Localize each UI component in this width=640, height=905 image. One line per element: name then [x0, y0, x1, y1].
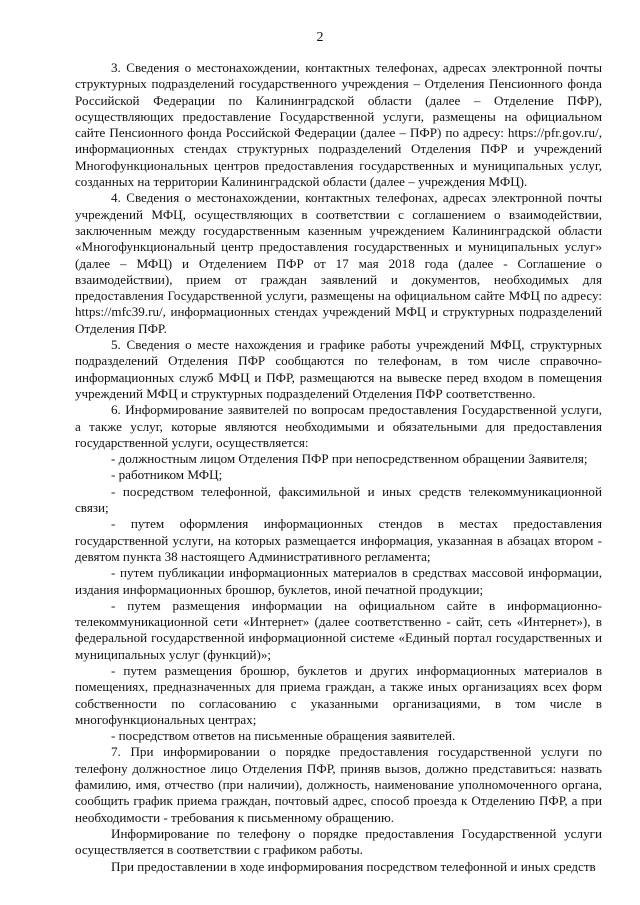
page-number: 2: [316, 30, 324, 45]
paragraph-truncated: При предоставлении в ходе информирования посредством телефонной и иных средств: [111, 858, 596, 874]
paragraph-7: 7. При информировании о порядке предоставления государственной услуги по телефону должностное лицо Отделения ПФР, приняв вызов, должно представиться: назвать фамилию, имя, отчество (при наличии), должность, наименование уполномоченного органа, сообщить график приема граждан, почтовый адрес, способ проезда к Отделению ПФР, а при необходимости - требования к письменному обращению.: [75, 744, 602, 825]
document-body: [75, 60, 602, 875]
list-item-media: - путем публикации информационных материалов в средствах массовой информации, издания информационных брошюр, буклетов, иной печатной продукции;: [75, 565, 602, 597]
list-item-internet: - путем размещения информации на официальном сайте в информационно-телекоммуникационной сети «Интернет» (далее соответственно - сайт, сеть «Интернет»), в федеральной государственной информационной системе «Единый портал государственных и муниципальных услуг (функций)»;: [75, 597, 602, 662]
list-item-stands: - путем оформления информационных стендов в местах предоставления государственной услуги, на которых размещается информация, указанная в абзацах втором - девятом пункта 38 настоящего Административного регламента;: [75, 516, 602, 564]
list-item-telecom: - посредством телефонной, факсимильной и иных средств телекоммуникационной связи;: [75, 483, 602, 516]
list-item-official: - должностным лицом Отделения ПФР при непосредственном обращении Заявителя;: [111, 451, 588, 467]
paragraph-phone-schedule: Информирование по телефону о порядке предоставления Государственной услуги осуществляется в соответствии с графиком работы.: [75, 825, 602, 858]
list-item-written-replies: - посредством ответов на письменные обращения заявителей.: [111, 728, 456, 744]
paragraph-4: 4. Сведения о местонахождении, контактных телефонах, адресах электронной почты учреждений МФЦ, осуществляющих в соответствии с соглашением о взаимодействии, заключенным между государственным казенным учреждением Калининградской области «Многофункциональный центр предоставления государственных и муниципальных услуг» (далее – МФЦ) и Отделением ПФР от 17 мая 2018 года (далее - Соглашение о взаимодействии), прием от граждан заявлений и документов, необходимых для предоставления Государственной услуги, размещены на официальном сайте МФЦ по адресу: https://mfc39.ru/, информационных стендах учреждений МФЦ и структурных подразделений Отделения ПФР.: [75, 190, 602, 336]
list-item-mfc-worker: - работником МФЦ;: [111, 467, 223, 483]
paragraph-6: 6. Информирование заявителей по вопросам предоставления Государственной услуги, а также услуг, которые являются необходимыми и обязательными для предоставления государственной услуги, осуществляется:: [75, 402, 602, 450]
paragraph-5: 5. Сведения о месте нахождения и графике работы учреждений МФЦ, структурных подразделений Отделения ПФР сообщаются по телефонам, в том числе справочно-информационных служб МФЦ и ПФР, размещаются на вывеске перед входом в помещения учреждений МФЦ и структурных подразделений Отделения ПФР соответственно.: [75, 337, 602, 401]
paragraph-3: 3. Сведения о местонахождении, контактных телефонах, адресах электронной почты структурных подразделений государственного учреждения – Отделения Пенсионного фонда Российской Федерации по Калининградской области (далее – Отделение ПФР), осуществляющих предоставление Государственной услуги, размещены на официальном сайте Пенсионного фонда Российской Федерации (далее – ПФР) по адресу: https://pfr.gov.ru/, информационных стендах структурных подразделений Отделения ПФР и учреждений Многофункциональных центров предоставления государственных и муниципальных услуг, созданных на территории Калининградской области (далее – учреждения МФЦ).: [75, 60, 602, 190]
list-item-brochures: - путем размещения брошюр, буклетов и других информационных материалов в помещениях, предназначенных для приема граждан, а также иных организациях всех форм собственности по согласованию с указанными организациями, в том числе в многофункциональных центрах;: [75, 662, 602, 727]
